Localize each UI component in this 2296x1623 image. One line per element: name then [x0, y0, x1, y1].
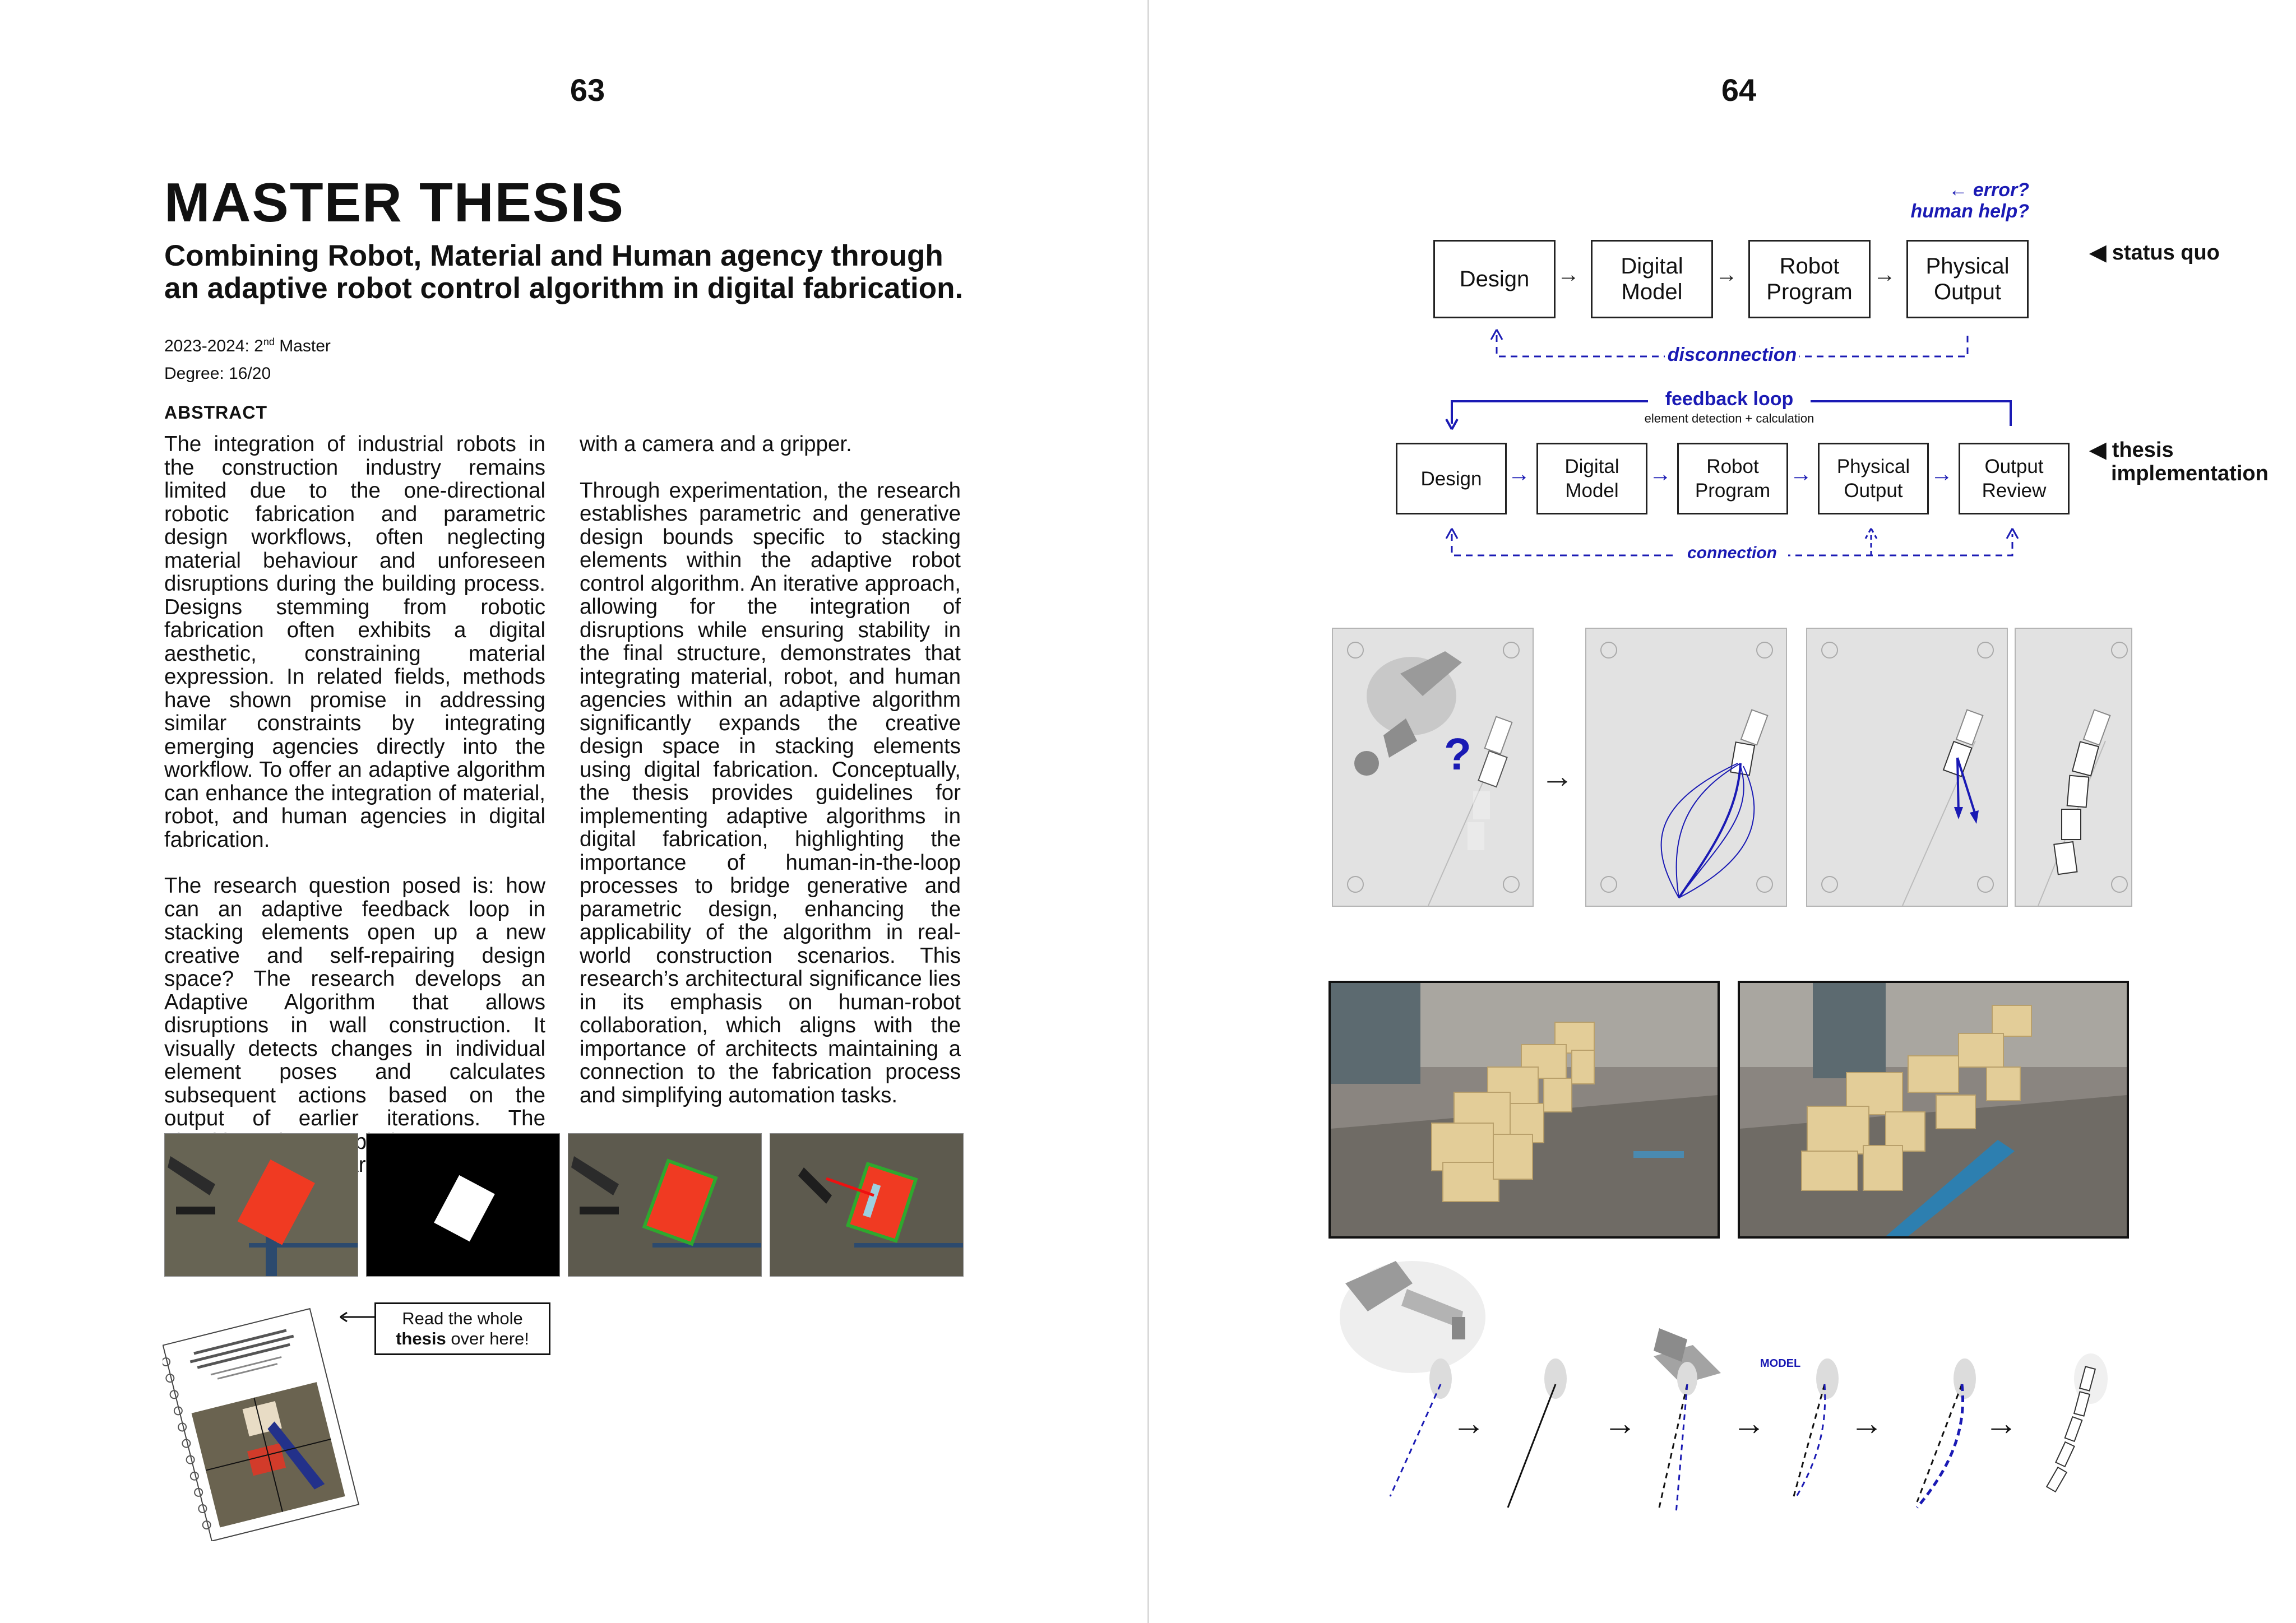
disconnection-label: disconnection	[1665, 344, 1799, 366]
flow-thesis-robot-program	[1677, 443, 1788, 514]
detection-image-1	[164, 1133, 358, 1277]
arrow-right-icon: →	[1873, 262, 1896, 287]
arrow-right-icon: →	[1540, 757, 1574, 795]
callout-bold: thesis	[396, 1329, 446, 1348]
year-sup: nd	[263, 336, 275, 347]
year-prefix: 2023-2024: 2	[164, 337, 263, 355]
year-line	[164, 336, 331, 356]
detection-image-2	[366, 1133, 560, 1277]
flow-label: Output	[1984, 456, 2044, 477]
page-divider	[1147, 0, 1149, 1623]
error-note: ← error?	[1948, 179, 2029, 201]
model-label: MODEL	[1760, 1357, 1801, 1370]
flow-thesis-output-review	[1959, 443, 2070, 514]
callout-line2	[376, 1329, 549, 1349]
page-title: MASTER THESIS	[164, 171, 624, 233]
right-page-number: 64	[1721, 72, 1757, 108]
year-suffix: Master	[274, 337, 331, 355]
abstract-paragraph: The integration of industrial robots in the construction industry remains limited due to the one-directional robotic fabrication and parametric design workflows, often neglecting material behaviour and unforeseen disruptions during the building process. Designs stemming from robotic fabrication often exhibits a digital aesthetic, constraining material expression. In related fields, methods have shown promise in addressing similar constraints by integrating emerging agencies directly into the workflow. To offer an adaptive algorithm can enhance the integration of material, robot, and human agencies in digital fabrication.	[164, 432, 545, 852]
sequence-diagram	[1323, 1250, 2141, 1541]
abstract-column-2	[580, 433, 961, 1130]
flow-label: Output	[1933, 280, 2002, 304]
callout-line1: Read the whole	[402, 1309, 523, 1328]
human-help-note: human help?	[1910, 201, 2029, 222]
arrow-right-icon: →	[1508, 462, 1530, 486]
callout-rest: over here!	[446, 1329, 529, 1348]
status-quo-label: ◀ status quo	[2090, 241, 2220, 265]
feedback-loop-label: feedback loop	[1648, 388, 1811, 410]
flow-label: Robot	[1779, 254, 1840, 279]
flow-label: Design	[1420, 467, 1482, 490]
flow-label: Model	[1621, 280, 1683, 304]
detection-image-3	[568, 1133, 762, 1277]
svg-text:→: →	[1603, 1404, 1637, 1442]
detection-image-4	[770, 1133, 964, 1277]
abstract-heading: ABSTRACT	[164, 402, 267, 423]
thesis-label-line2: implementation	[2111, 462, 2269, 485]
arrow-right-icon: →	[1649, 462, 1672, 486]
degree: Degree: 16/20	[164, 364, 271, 383]
subtitle: Combining Robot, Material and Human agency through an adaptive robot control algorithm in digital fabrication.	[164, 239, 964, 305]
svg-text:→: →	[1850, 1404, 1883, 1442]
arrow-right-icon: →	[1790, 462, 1812, 486]
flow-status-digital-model	[1591, 240, 1713, 318]
arrow-right-icon: →	[1715, 262, 1738, 287]
flow-status-robot-program	[1748, 240, 1871, 318]
connection-label: connection	[1676, 544, 1788, 563]
callout-arrow	[339, 1310, 378, 1330]
abstract-column-1	[164, 433, 545, 1200]
abstract-paragraph: Through experimentation, the research establishes parametric and generative design bounds specific to stacking elements within the adaptive robot control algorithm. An iterative approach, allowing for the integration of disruptions while ensuring stability in the final structure, demonstrates that integrating material, robot, and human agencies within an adaptive algorithm significantly expands the creative design space in stacking elements using digital fabrication. Conceptually, the thesis provides guidelines for implementing adaptive algorithms in digital fabrication, highlighting the importance of human-in-the-loop processes to bridge generative and parametric design, enhancing the applicability of the algorithm in real-world construction scenarios. This research’s architectural significance lies in its emphasis on human-robot collaboration, which aligns with the importance of architects maintaining a connection to the fabrication process and simplifying automation tasks.	[580, 478, 961, 1107]
flow-label: Design	[1459, 267, 1530, 291]
left-page-number: 63	[570, 72, 605, 108]
read-thesis-link[interactable]	[374, 1302, 550, 1355]
flow-thesis-design	[1396, 443, 1507, 514]
flow-label: Program	[1766, 280, 1853, 304]
flow-label: Output	[1844, 480, 1903, 502]
plan-diagram-4	[2015, 628, 2132, 907]
abstract-paragraph: with a camera and a gripper.	[580, 432, 852, 456]
flow-thesis-physical-output	[1818, 443, 1929, 514]
svg-text:→: →	[1452, 1404, 1485, 1442]
wall-photo-2	[1738, 981, 2129, 1239]
flow-label: Program	[1695, 480, 1771, 502]
plan-diagram-2	[1585, 628, 1787, 907]
flow-label: Model	[1565, 480, 1619, 502]
plan-diagram-3	[1806, 628, 2008, 907]
flow-label: Physical	[1836, 456, 1910, 477]
flow-label: Robot	[1706, 456, 1759, 477]
thesis-implementation-label	[2090, 438, 2269, 485]
flow-label: Physical	[1925, 254, 2010, 279]
flow-label: Digital	[1621, 254, 1683, 279]
flow-label: Digital	[1564, 456, 1619, 477]
plan-diagram-1	[1332, 628, 1534, 907]
svg-text:→: →	[1732, 1404, 1766, 1442]
wall-photo-1	[1328, 981, 1720, 1239]
feedback-loop-sublabel: element detection + calculation	[1644, 411, 1814, 425]
flow-label: Review	[1982, 480, 2047, 502]
question-mark: ?	[1444, 729, 1471, 779]
arrow-right-icon: →	[1557, 262, 1580, 287]
flow-status-physical-output	[1906, 240, 2029, 318]
flow-thesis-digital-model	[1536, 443, 1647, 514]
arrow-right-icon: →	[1931, 462, 1953, 486]
abstract-paragraph: The research question posed is: how can an adaptive feedback loop in stacking elements open up a new creative and self-repairing design space? The research develops an Adaptive Algorithm that allows disruptions in wall construction. It visually detects changes in individual element poses and calculates subsequent actions based on the output of earlier iterations. The arm	[164, 874, 545, 1177]
svg-text:→: →	[1984, 1404, 2018, 1442]
flow-status-design	[1433, 240, 1556, 318]
thesis-label-line1: ◀ thesis	[2090, 438, 2174, 462]
thesis-cover[interactable]	[163, 1306, 370, 1541]
